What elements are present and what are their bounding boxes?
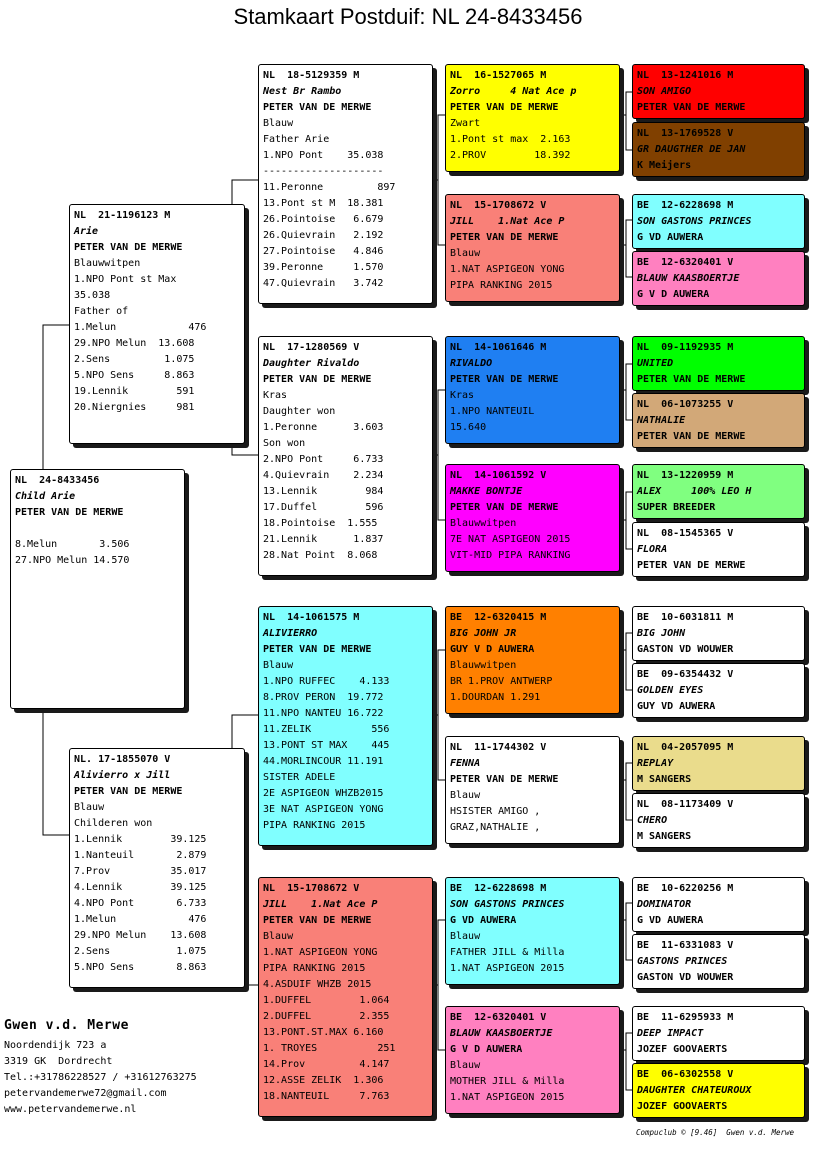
pigeon-info-line: 44.MORLINCOUR 11.191 [263,756,384,767]
pigeon-name: SON GASTONS PRINCES [450,899,565,910]
pigeon-name: CHERO [637,815,668,826]
owner-name: PETER VAN DE MERWE [637,374,746,385]
pigeon-info-line: 1.NPO NANTEUIL [450,406,535,417]
pigeon-name: FLORA [637,544,668,555]
ring-number: BE 12-6228698 M [637,200,734,211]
pigeon-info-line: Blauwwitpen [450,660,517,671]
owner-name: PETER VAN DE MERWE [637,102,746,113]
pigeon-card-gen4-12[interactable] [632,793,805,848]
pigeon-info-line: 1.NPO RUFFEC 4.133 [263,676,390,687]
pigeon-info-line: 8.PROV PERON 19.772 [263,692,384,703]
pigeon-info-line: 1.NAT ASPIGEON 2015 [450,963,565,974]
pigeon-info-line: 11.Peronne 897 [263,182,396,193]
owner-name: G V D AUWERA [637,289,710,300]
pigeon-info-line: 4.NPO Pont 6.733 [74,898,207,909]
owner-name: JOZEF GOOVAERTS [637,1044,728,1055]
pigeon-card-subject[interactable] [10,469,185,709]
pigeon-info-line: 20.Niergnies 981 [74,402,195,413]
pigeon-info-line: GRAZ,NATHALIE , [450,822,541,833]
pigeon-info-line: 1.NAT ASPIGEON YONG [450,264,565,275]
pigeon-info-line: 39.Peronne 1.570 [263,262,384,273]
pigeon-info-line: 13.Lennik 984 [263,486,384,497]
pigeon-name: SON GASTONS PRINCES [637,216,752,227]
pigeon-info-line: Kras [263,390,288,401]
owner-name: GUY VD AUWERA [637,701,716,712]
owner-name: PETER VAN DE MERWE [263,374,372,385]
pigeon-name: GR DAUGTHER DE JAN [637,144,746,155]
pigeon-info-line: 29.NPO Melun 13.608 [74,930,207,941]
pigeon-info-line: 4.Quievrain 2.234 [263,470,384,481]
pigeon-info-line: 1.DOURDAN 1.291 [450,692,541,703]
owner-name: SUPER BREEDER [637,502,716,513]
owner-name: PETER VAN DE MERWE [450,502,559,513]
ring-number: BE 12-6320401 V [637,257,734,268]
ring-number: NL 15-1708672 V [263,883,360,894]
pigeon-name: GOLDEN EYES [637,685,704,696]
ring-number: NL 11-1744302 V [450,742,547,753]
pigeon-info-line: BR 1.PROV ANTWERP [450,676,553,687]
pigeon-card-gen4-10[interactable] [632,663,805,718]
owner-name: GUY V D AUWERA [450,644,535,655]
pigeon-info-line: PIPA RANKING 2015 [450,280,553,291]
owner-name: GASTON VD WOUWER [637,644,734,655]
pigeon-info-line: 27.Pointoise 4.846 [263,246,384,257]
ring-number: NL 14-1061646 M [450,342,547,353]
breeder-contact [4,1018,197,1118]
pigeon-info-line: -------------------- [263,166,384,177]
pigeon-info-line: 2E ASPIGEON WHZB2015 [263,788,384,799]
pigeon-name: FENNA [450,758,481,769]
ring-number: NL 15-1708672 V [450,200,547,211]
pigeon-info-line: 18.Pointoise 1.555 [263,518,378,529]
pigeon-info-line: 2.Sens 1.075 [74,946,207,957]
pigeon-info-line: 15.640 [450,422,487,433]
pigeon-info-line: Father Arie [263,134,330,145]
owner-name: PETER VAN DE MERWE [263,102,372,113]
pigeon-info-line: 35.038 [74,290,111,301]
pigeon-info-line: 1.Lennik 39.125 [74,834,207,845]
owner-name: PETER VAN DE MERWE [15,507,124,518]
pigeon-name: NATHALIE [637,415,686,426]
pigeon-name: Child Arie [15,491,76,502]
pigeon-card-gen4-15[interactable] [632,1006,805,1061]
pigeon-name: Daughter Rivaldo [263,358,360,369]
pigeon-info-line: 3E NAT ASPIGEON YONG [263,804,384,815]
owner-name: G VD AUWERA [637,915,704,926]
pigeon-info-line: Blauw [450,790,481,801]
pigeon-card-dds[interactable] [445,877,620,985]
ring-number: NL 21-1196123 M [74,210,171,221]
pigeon-info-line: Blauw [263,660,294,671]
pigeon-name: GASTONS PRINCES [637,956,728,967]
pigeon-info-line: PIPA RANKING 2015 [263,963,366,974]
pigeon-info-line: 14.Prov 4.147 [263,1059,390,1070]
ring-number: BE 12-6320415 M [450,612,547,623]
pigeon-info-line: 1.Peronne 3.603 [263,422,384,433]
pigeon-info-line: 7.Prov 35.017 [74,866,207,877]
pigeon-info-line: 29.NPO Melun 13.608 [74,338,195,349]
pigeon-info-line: FATHER JILL & Milla [450,947,565,958]
pigeon-name: BIG JOHN JR [450,628,517,639]
pigeon-card-sss[interactable] [445,64,620,172]
ring-number: NL 18-5129359 M [263,70,360,81]
pigeon-info-line: 5.NPO Sens 8.863 [74,370,195,381]
pigeon-card-sire-sire[interactable] [258,64,433,304]
pigeon-name: UNITED [637,358,674,369]
pigeon-info-line: 1.Melun 476 [74,322,207,333]
ring-number: NL 13-1241016 M [637,70,734,81]
pigeon-name: BLAUW KAASBOERTJE [450,1028,553,1039]
owner-name: PETER VAN DE MERWE [450,774,559,785]
pigeon-card-gen4-01[interactable] [632,64,805,119]
owner-name: JOZEF GOOVAERTS [637,1101,728,1112]
pigeon-info-line: 2.DUFFEL 2.355 [263,1011,390,1022]
ring-number: BE 10-6031811 M [637,612,734,623]
pigeon-info-line: 1. TROYES 251 [263,1043,396,1054]
owner-name: PETER VAN DE MERWE [74,786,183,797]
pigeon-card-gen4-08[interactable] [632,522,805,577]
pigeon-name: JILL 1.Nat Ace P [263,899,378,910]
pigeon-card-dam-sire[interactable] [258,606,433,846]
owner-name: M SANGERS [637,774,692,785]
ring-number: NL 24-8433456 [15,475,100,486]
pigeon-info-line: 2.Sens 1.075 [74,354,195,365]
ring-number: BE 12-6320401 V [450,1012,547,1023]
pigeon-info-line: Blauwwitpen [74,258,141,269]
ring-number: BE 11-6295933 M [637,1012,734,1023]
pigeon-info-line: Blauw [74,802,105,813]
breeder-website[interactable]: www.petervandemerwe.nl [4,1104,137,1115]
pigeon-info-line: 5.NPO Sens 8.863 [74,962,207,973]
pigeon-info-line: 26.Quievrain 2.192 [263,230,384,241]
pigeon-name: DOMINATOR [637,899,692,910]
pigeon-card-gen4-13[interactable] [632,877,805,932]
ring-number: NL 17-1280569 V [263,342,360,353]
owner-name: PETER VAN DE MERWE [74,242,183,253]
pigeon-name: REPLAY [637,758,674,769]
pigeon-info-line: 21.Lennik 1.837 [263,534,384,545]
pigeon-info-line: Father of [74,306,129,317]
pigeon-info-line: Blauw [263,118,294,129]
owner-name: PETER VAN DE MERWE [263,644,372,655]
ring-number: BE 11-6331083 V [637,940,734,951]
pigeon-name: DEEP IMPACT [637,1028,704,1039]
pigeon-card-sire-dam[interactable] [258,336,433,576]
pigeon-name: Nest Br Rambo [263,86,342,97]
pigeon-card-gen4-05[interactable] [632,336,805,391]
owner-name: PETER VAN DE MERWE [637,560,746,571]
pigeon-info-line: 2.PROV 18.392 [450,150,571,161]
pigeon-name: MAKKE BONTJE [450,486,523,497]
breeder-address-city: 3319 GK Dordrecht [4,1056,113,1067]
ring-number: NL 04-2057095 M [637,742,734,753]
pigeon-info-line: 4.ASDUIF WHZB 2015 [263,979,372,990]
pigeon-card-gen4-07[interactable] [632,464,805,519]
pigeon-card-sire[interactable] [69,204,245,444]
pigeon-info-line: 2.NPO Pont 6.733 [263,454,384,465]
pigeon-info-line: VIT-MID PIPA RANKING [450,550,571,561]
pigeon-card-gen4-06[interactable] [632,393,805,448]
pigeon-card-gen4-02[interactable] [632,122,805,177]
pigeon-card-gen4-14[interactable] [632,934,805,989]
pigeon-info-line: Blauw [450,248,481,259]
pigeon-name: SON AMIGO [637,86,692,97]
pigeon-info-line: 17.Duffel 596 [263,502,384,513]
owner-name: PETER VAN DE MERWE [450,232,559,243]
pigeon-card-ddd[interactable] [445,1006,620,1114]
pigeon-info-line: 1.NPO Pont st Max [74,274,177,285]
pigeon-name: Arie [74,226,99,237]
pigeon-name: RIVALDO [450,358,493,369]
pigeon-info-line: Kras [450,390,475,401]
pigeon-card-gen4-16[interactable] [632,1063,805,1118]
pigeon-info-line: 1.DUFFEL 1.064 [263,995,390,1006]
ring-number: BE 10-6220256 M [637,883,734,894]
owner-name: K Meijers [637,160,692,171]
breeder-phone: Tel.:+31786228527 / +31612763275 [4,1072,197,1083]
pigeon-info-line: Blauwwitpen [450,518,517,529]
ring-number: NL 08-1545365 V [637,528,734,539]
pigeon-info-line: 11.NPO NANTEU 16.722 [263,708,384,719]
pigeon-info-line: 18.NANTEUIL 7.763 [263,1091,390,1102]
ring-number: NL 08-1173409 V [637,799,734,810]
pigeon-card-sds[interactable] [445,336,620,444]
breeder-email[interactable]: petervandemerwe72@gmail.com [4,1088,167,1099]
owner-name: PETER VAN DE MERWE [450,102,559,113]
ring-number: BE 09-6354432 V [637,669,734,680]
ring-number: BE 06-6302558 V [637,1069,734,1080]
ring-number: NL 09-1192935 M [637,342,734,353]
pigeon-info-line: 47.Quievrain 3.742 [263,278,384,289]
pigeon-card-dss[interactable] [445,606,620,714]
owner-name: GASTON VD WOUWER [637,972,734,983]
pigeon-info-line: Zwart [450,118,481,129]
pigeon-name: ALEX 100% LEO H [637,486,752,497]
owner-name: G VD AUWERA [450,915,517,926]
pigeon-name: BLAUW KAASBOERTJE [637,273,740,284]
ring-number: NL 16-1527065 M [450,70,547,81]
pigeon-name: BIG JOHN [637,628,686,639]
ring-number: NL 14-1061575 M [263,612,360,623]
pigeon-info-line: 1.NPO Pont 35.038 [263,150,384,161]
pigeon-card-gen4-11[interactable] [632,736,805,791]
pigeon-info-line: Blauw [450,1060,481,1071]
pigeon-card-sdd[interactable] [445,464,620,572]
pigeon-info-line: MOTHER JILL & Milla [450,1076,565,1087]
pigeon-name: Alivierro x Jill [74,770,171,781]
pigeon-card-gen4-04[interactable] [632,251,805,306]
ring-number: NL 13-1769528 V [637,128,734,139]
pigeon-info-line: 7E NAT ASPIGEON 2015 [450,534,571,545]
pigeon-info-line: 8.Melun 3.506 [15,539,130,550]
pigeon-info-line: 28.Nat Point 8.068 [263,550,378,561]
pigeon-info-line: Son won [263,438,306,449]
owner-name: PETER VAN DE MERWE [637,431,746,442]
pigeon-card-gen4-03[interactable] [632,194,805,249]
pigeon-info-line: 26.Pointoise 6.679 [263,214,384,225]
pigeon-info-line: Childeren won [74,818,153,829]
pigeon-info-line: 19.Lennik 591 [74,386,195,397]
pigeon-info-line: 4.Lennik 39.125 [74,882,207,893]
pigeon-info-line: 1.NAT ASPIGEON YONG [263,947,378,958]
owner-name: PETER VAN DE MERWE [263,915,372,926]
owner-name: PETER VAN DE MERWE [450,374,559,385]
ring-number: NL. 17-1855070 V [74,754,171,765]
ring-number: NL 06-1073255 V [637,399,734,410]
pigeon-info-line: Daughter won [263,406,336,417]
owner-name: G V D AUWERA [450,1044,523,1055]
pigeon-card-dam[interactable] [69,748,245,988]
ring-number: NL 14-1061592 V [450,470,547,481]
pigeon-info-line: 1.Nanteuil 2.879 [74,850,207,861]
pigeon-card-gen4-09[interactable] [632,606,805,661]
pigeon-info-line [15,521,180,537]
pigeon-info-line: Blauw [450,931,481,942]
pigeon-info-line: 1.NAT ASPIGEON 2015 [450,1092,565,1103]
pigeon-info-line: 13.PONT.ST.MAX 6.160 [263,1027,384,1038]
pigeon-info-line: 13.PONT ST MAX 445 [263,740,390,751]
pigeon-info-line: 1.Melun 476 [74,914,207,925]
pigeon-info-line: 12.ASSE ZELIK 1.306 [263,1075,384,1086]
pigeon-info-line: SISTER ADELE [263,772,336,783]
pigeon-info-line: 1.Pont st max 2.163 [450,134,571,145]
owner-name: M SANGERS [637,831,692,842]
pigeon-info-line: 13.Pont st M 18.381 [263,198,384,209]
breeder-address-street: Noordendijk 723 a [4,1040,107,1051]
owner-name: G VD AUWERA [637,232,704,243]
pigeon-info-line: 11.ZELIK 556 [263,724,390,735]
pigeon-name: DAUGHTER CHATEUROUX [637,1085,752,1096]
pigeon-card-ssd[interactable] [445,194,620,302]
pedigree-title: Stamkaart Postduif: NL 24-8433456 [233,4,583,29]
breeder-name: Gwen v.d. Merwe [4,1018,129,1033]
software-credit: Compuclub © [9.46] Gwen v.d. Merwe [636,1128,795,1137]
pigeon-name: ALIVIERRO [263,628,318,639]
pigeon-info-line: 27.NPO Melun 14.570 [15,555,130,566]
pigeon-info-line: Blauw [263,931,294,942]
pigeon-name: JILL 1.Nat Ace P [450,216,565,227]
ring-number: BE 12-6228698 M [450,883,547,894]
pigeon-name: Zorro 4 Nat Ace p [450,86,577,97]
pigeon-info-line: HSISTER AMIGO , [450,806,541,817]
pigeon-card-dsd[interactable] [445,736,620,844]
pigeon-card-dam-dam[interactable] [258,877,433,1117]
pigeon-info-line: PIPA RANKING 2015 [263,820,366,831]
ring-number: NL 13-1220959 M [637,470,734,481]
